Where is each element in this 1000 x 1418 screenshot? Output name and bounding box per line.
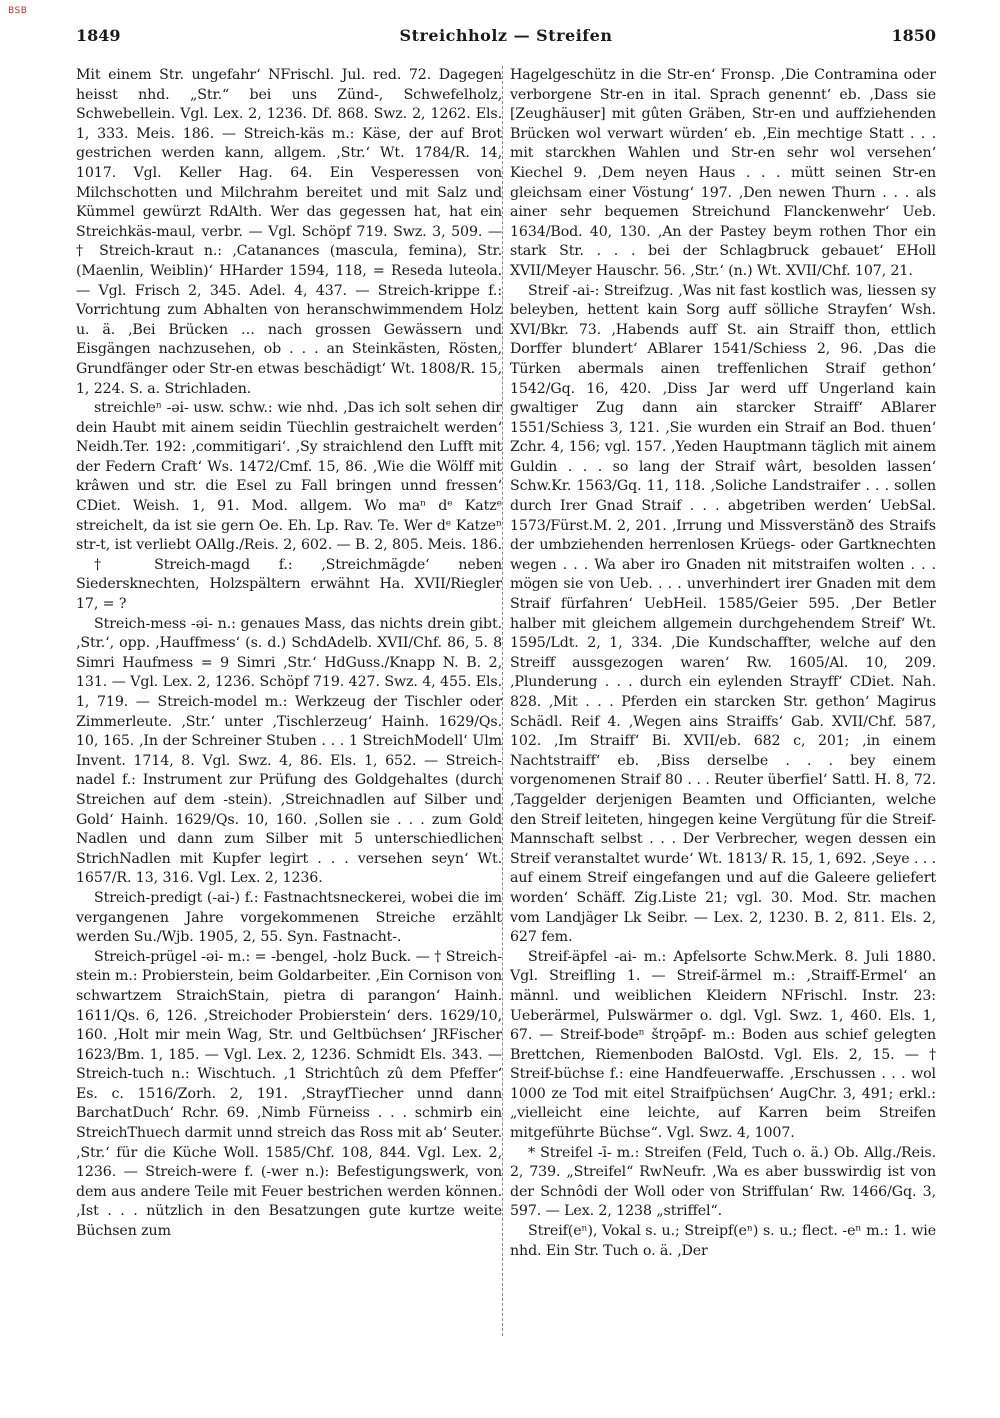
- running-title: Streichholz — Streifen: [399, 26, 613, 45]
- page-number-right: 1850: [891, 26, 936, 45]
- library-stamp: BSB: [8, 6, 28, 16]
- paragraph: Hagelgeschütz in die Str-en‘ Fronsp. ‚Die Contramina oder verborgene Str-en in ital. Sprach genennt‘ eb. ‚Dass sie [Zeughäuser] mit gûten Gräben, Str-en und auffziehenden Brücken wol verwart würden‘ eb. ‚Ein mechtige Statt . . . mit starckhen Wahlen und Str-en sehr wol versehen‘ Kiechel 9. ‚Dem neyen Haus . . . mütt seinen Str-en gleichsam einer Vöstung‘ 197. ‚Den newen Thurn . . . als ainer sehr bequemen Streichund Flanckenwehr‘ Ueb. 1634/Bod. 40, 130. ‚An der Pastey beym rothen Thor ein stark Str. . . . bei der Schlagbruck gebauet‘ EHoll XVII/Meyer Hauschr. 56. ‚Str.‘ (n.) Wt. XVII/Chf. 107, 21.: [510, 67, 936, 279]
- left-column: [76, 66, 502, 1336]
- page-number-left: 1849: [76, 26, 121, 45]
- right-column: [510, 66, 936, 1336]
- paragraph: Streif(eⁿ), Vokal s. u.; Streipf(eⁿ) s. u.; flect. -eⁿ m.: 1. wie nhd. Ein Str. Tuch o. ä. ‚Der: [510, 1223, 936, 1259]
- page-header: [76, 26, 936, 52]
- paragraph: Streich-predigt (-ai-) f.: Fastnachtsneckerei, wobei die im vergangenen Jahre vorgekommenen Streiche erzählt werden Su./Wjb. 1905, 2, 55. Syn. Fastnacht-.: [76, 889, 502, 946]
- paragraph: Streich-prügel -əi- m.: = -bengel, -holz Buck. — † Streich-stein m.: Probierstein, beim Goldarbeiter. ‚Ein Cornison von schwartzem StraichStain, pietra di parangon‘ Hainh. 1611/Qs. 6, 126. ‚Streichoder Probierstein‘ ders. 1629/10, 160. ‚Holt mir mein Wag, Str. und Geltbüchsen‘ JRFischer 1623/Bm. 1, 185. — Vgl. Lex. 2, 1236. Schmidt Els. 343. — Streich-tuch n.: Wischtuch. ‚1 Strichtûch zû dem Pfeffer‘ Es. c. 1516/Zorh. 2, 191. ‚StrayfTiecher unnd dann BarchatDuch‘ Rchr. 69. ‚Nimb Fürneiss . . . schmirb ein StreichThuech darmit unnd streich das Ross mit ab‘ Seuter. ‚Str.‘ für die Küche Woll. 1585/Chf. 108, 844. Vgl. Lex. 2, 1236. — Streich-were f. (-wer n.): Befestigungswerk, von dem aus andere Teile mit Feuer bestrichen werden können. ‚Ist . . . nützlich in den Besatzungen gute kurtze weite Büchsen zum: [76, 948, 502, 1240]
- paragraph: Streif -ai-: Streifzug. ‚Was nit fast kostlich was, liessen sy beleyben, hettent kain Sorg auff sölliche Strayfen‘ Wsh. XVI/Bkr. 73. ‚Habends auff St. ain Straiff thon, ettlich Dorffer blundert‘ ABlarer 1541/Schiess 2, 96. ‚Das die Türken abermals ainen treffenlichen Straif gethon‘ 1542/Gq. 16, 420. ‚Diss Jar werd uff Ungerland kain gwaltiger Zug dann ain starcker Straiff‘ ABlarer 1551/Schiess 3, 121. ‚Sie wurden ein Straif an Bod. thuen‘ Zchr. 4, 156; vgl. 157. ‚Yeden Hauptmann täglich mit ainem Guldin . . . so lang der Straif wârt, besolden lassen‘ Schw.Kr. 1563/Gq. 11, 118. ‚Soliche Landstraifer . . . sollen durch Irer Gnad Straif . . . abgetriben werden‘ UebSal. 1573/Fürst.M. 2, 201. ‚Irrung und Missverstänð des Straifs der umbziehenden herrenlosen Krüegs- oder Gartknechten wegen . . . Wa aber iro Gnaden nit mitstraifen wolten . . . mögen sie von Ueb. . . . unverhindert irer Gnaden mit dem Straif fürfahren‘ UebHeil. 1585/Geier 595. ‚Der Betler halber mit gleichem allgemein durchgehendem Streif‘ Wt. 1595/Ldt. 2, 1, 334. ‚Die Kundschaffter, welche auf den Streiff aussgezogen waren‘ Rw. 1605/Al. 10, 209. ‚Plunderung . . . durch ein eylenden Strayff‘ CDiet. Nah. 828. ‚Mit . . . Pferden ein starcken Str. gethon‘ Magirus Schädl. Reif 4. ‚Wegen ains Straiffs‘ Gab. XVII/Chf. 587, 102. ‚Im Straiff‘ Bi. XVII/eb. 682 c, 201; ‚in einem Nachtstraiff‘ eb. ‚Biss derselbe . . . bey einem vorgenomenen Straif 80 . . . Reuter überfiel‘ Sattl. H. 8, 72. ‚Taggelder derjenigen Beamten und Officianten, welche den Streif leiteten, hingegen keine Vergütung für die Streif-Mannschaft selbst . . . Der Verbrecher, wegen dessen ein Streif veranstaltet wurde‘ Wt. 1813/ R. 15, 1, 692. ‚Seye . . . auf einem Streif eingefangen und auf die Galeere geliefert worden‘ Schäff. Zig.Liste 21; vgl. 30. Mod. Str. machen vom Landjäger Lk Seibr. — Lex. 2, 1230. B. 2, 811. Els. 2, 627 fem.: [510, 282, 936, 946]
- paragraph: † Streich-magd f.: ‚Streichmägde‘ neben Siedersknechten, Holzspältern erwähnt Ha. XVII/Riegler 17, = ?: [76, 556, 502, 613]
- paragraph: Mit einem Str. ungefahr‘ NFrischl. Jul. red. 72. Dagegen heisst nhd. „Str.“ bei uns Zünd-, Schwefelholz, Schwebellein. Vgl. Lex. 2, 1236. Df. 868. Swz. 2, 1262. Els. 1, 333. Meis. 186. — Streich-käs m.: Käse, der auf Brot gestrichen werden kann, allgem. ‚Str.‘ Wt. 1784/R. 14, 1017. Vgl. Keller Hag. 64. Ein Vesperessen von Milchschotten und Milchrahm bereitet und mit Salz und Kümmel gewürzt RdAlth. Wer das gegessen hat, hat ein Streichkäs-maul, verbr. — Vgl. Schöpf 719. Swz. 3, 509. — † Streich-kraut n.: ‚Catanances (mascula, femina), Str. (Maenlin, Weiblin)‘ HHarder 1594, 118, = Reseda luteola. — Vgl. Frisch 2, 345. Adel. 4, 437. — Streich-krippe f.: Vorrichtung zum Abhalten von heranschwimmendem Holz u. ä. ‚Bei Brücken … nach grossen Gewässern und Eisgängen nachzusehen, ob . . . an Steinkästen, Rösten, Grundfänger oder Str-en etwas beschädigt‘ Wt. 1808/R. 15, 1, 224. S. a. Strichladen.: [76, 67, 502, 397]
- paragraph: streichleⁿ -əi- usw. schw.: wie nhd. ‚Das ich solt sehen dir dein Haubt mit ainem seidin Tüechlin gestraichelt werden‘ Neidh.Ter. 192: ‚commitigari‘. ‚Sy straichlend den Lufft mit der Federn Craft‘ Ws. 1472/Cmf. 15, 86. ‚Wie die Wölff mit krâwen und str. die Esel zu Fall bringen unnd fressen‘ CDiet. Weish. 1, 91. Mod. allgem. Wo maⁿ dᵉ Katzᵉ streichelt, da ist sie gern Oe. Eh. Lp. Rav. Te. Wer dᵉ Katzeⁿ str-t, ist verliebt OAllg./Reis. 2, 602. — B. 2, 805. Meis. 186.: [76, 400, 502, 554]
- paragraph: Streif-äpfel -ai- m.: Apfelsorte Schw.Merk. 8. Juli 1880. Vgl. Streifling 1. — Streif-ärmel m.: ‚Straiff-Ermel‘ an männl. und weiblichen Kleidern NFrischl. Instr. 23: Ueberärmel, Pulswärmer o. dgl. Vgl. Swz. 1, 460. Els. 1, 67. — Streif-bodeⁿ štrǫə̄pf- m.: Boden aus schief gelegten Brettchen, Riemenboden BalOstd. Vgl. Els. 2, 15. — † Streif-büchse f.: eine Handfeuerwaffe. ‚Erschussen . . . wol 1000 ze Tod mit eitel Straifpüchsen‘ AugChr. 3, 491; erkl.: „vielleicht eine leichte, auf Karren beim Streifen mitgeführte Büchse“. Vgl. Swz. 4, 1007.: [510, 948, 936, 1142]
- paragraph: Streich-mess -əi- n.: genaues Mass, das nichts drein gibt. ‚Str.‘, opp. ‚Hauffmess‘ (s. d.) SchdAdelb. XVII/Chf. 86, 5. 8 Simri Haufmess = 9 Simri ‚Str.‘ HdGuss./Knapp N. B. 2, 131. — Vgl. Lex. 2, 1236. Schöpf 719. 427. Swz. 4, 455. Els. 1, 719. — Streich-model m.: Werkzeug der Tischler oder Zimmerleute. ‚Str.‘ unter ‚Tischlerzeug‘ Hainh. 1629/Qs. 10, 165. ‚In der Schreiner Stuben . . . 1 StreichModell‘ Ulm Invent. 1714, 8. Vgl. Swz. 4, 86. Els. 1, 652. — Streich-nadel f.: Instrument zur Prüfung des Goldgehaltes (durch Streichen auf dem -stein). ‚Streichnadlen auf Silber und Gold‘ Hainh. 1629/Qs. 10, 160. ‚Sollen sie . . . zum Gold Nadlen und dann zum Silber mit 5 unterschiedlichen StrichNadlen mit Kupfer legirt . . . versehen seyn‘ Wt. 1657/R. 13, 316. Vgl. Lex. 2, 1236.: [76, 615, 502, 887]
- column-divider: [502, 66, 504, 1336]
- paragraph: * Streifel -ī- m.: Streifen (Feld, Tuch o. ä.) Ob. Allg./Reis. 2, 739. „Streifel“ RwNeufr. ‚Wa es aber busswirdig ist von der Schnôdi der Woll oder von Striffulan‘ Rw. 1466/Gq. 3, 597. — Lex. 2, 1238 „striffel“.: [510, 1144, 936, 1220]
